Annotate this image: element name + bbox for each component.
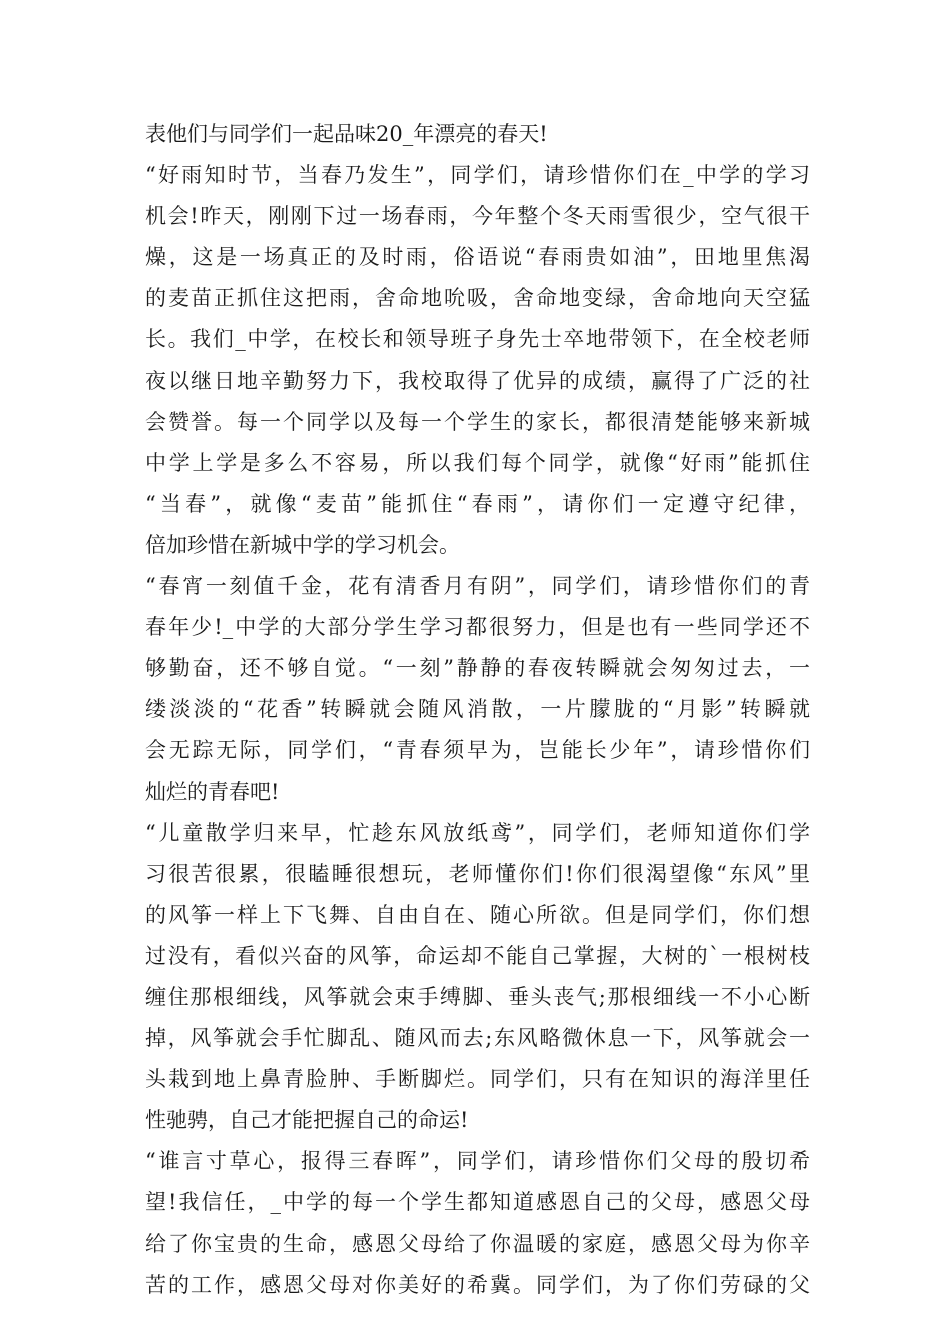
text-line: 掉，风筝就会手忙脚乱、随风而去;东风略微休息一下，风筝就会一 [145,1026,810,1051]
text-line: “好雨知时节，当春乃发生”，同学们，请珍惜你们在_中学的学习 [145,163,810,188]
text-line: 机会!昨天，刚刚下过一场春雨，今年整个冬天雨雪很少，空气很干 [145,204,810,229]
text-line: 春年少!_中学的大部分学生学习都很努力，但是也有一些同学还不 [145,615,810,640]
text-line: 长。我们_中学，在校长和领导班子身先士卒地带领下，在全校老师 [145,327,810,352]
text-line: 望!我信任，_中学的每一个学生都知道感恩自己的父母，感恩父母 [145,1190,810,1215]
text-line: 夜以继日地辛勤努力下，我校取得了优异的成绩，赢得了广泛的社 [145,368,810,393]
text-line: 习很苦很累，很瞌睡很想玩，老师懂你们!你们很渴望像“东风”里 [145,861,810,886]
text-line: “谁言寸草心，报得三春晖”，同学们，请珍惜你们父母的殷切希 [145,1149,810,1174]
text-line: 过没有，看似兴奋的风筝，命运却不能自己掌握，大树的`一根树枝 [145,943,810,968]
text-line: 性驰骋，自己才能把握自己的命运! [145,1108,469,1133]
text-line: 的风筝一样上下飞舞、自由自在、随心所欲。但是同学们，你们想 [145,902,810,927]
text-line: 够勤奋，还不够自觉。“一刻”静静的春夜转瞬就会匆匆过去，一 [145,656,810,681]
text-line: 缕淡淡的“花香”转瞬就会随风消散，一片朦胧的“月影”转瞬就 [145,697,810,722]
text-line: “春宵一刻值千金，花有清香月有阴”，同学们，请珍惜你们的青 [145,574,810,599]
text-line: 表他们与同学们一起品味20_年漂亮的春天! [145,122,548,146]
text-line: “当春”，就像“麦苗”能抓住“春雨”，请你们一定遵守纪律， [145,491,810,516]
text-line: “儿童散学归来早，忙趁东风放纸鸢”，同学们，老师知道你们学 [145,820,810,845]
text-line: 给了你宝贵的生命，感恩父母给了你温暖的家庭，感恩父母为你辛 [145,1231,810,1256]
text-line: 的麦苗正抓住这把雨，舍命地吮吸，舍命地变绿，舍命地向天空猛 [145,286,810,311]
document-body [145,114,810,1306]
text-line: 头栽到地上鼻青脸肿、手断脚烂。同学们，只有在知识的海洋里任 [145,1067,810,1092]
text-line: 会无踪无际，同学们，“青春须早为，岂能长少年”，请珍惜你们 [145,738,810,763]
text-line: 燥，这是一场真正的及时雨，俗语说“春雨贵如油”，田地里焦渴 [145,245,810,270]
text-line: 缠住那根细线，风筝就会束手缚脚、垂头丧气;那根细线一不小心断 [145,984,810,1009]
text-line: 倍加珍惜在新城中学的学习机会。 [145,532,460,557]
text-line: 会赞誉。每一个同学以及每一个学生的家长，都很清楚能够来新城 [145,409,810,434]
text-line: 中学上学是多么不容易，所以我们每个同学，就像“好雨”能抓住 [145,450,810,475]
text-line: 苦的工作，感恩父母对你美好的希冀。同学们，为了你们劳碌的父 [145,1272,810,1297]
text-line: 灿烂的青春吧! [145,779,280,804]
